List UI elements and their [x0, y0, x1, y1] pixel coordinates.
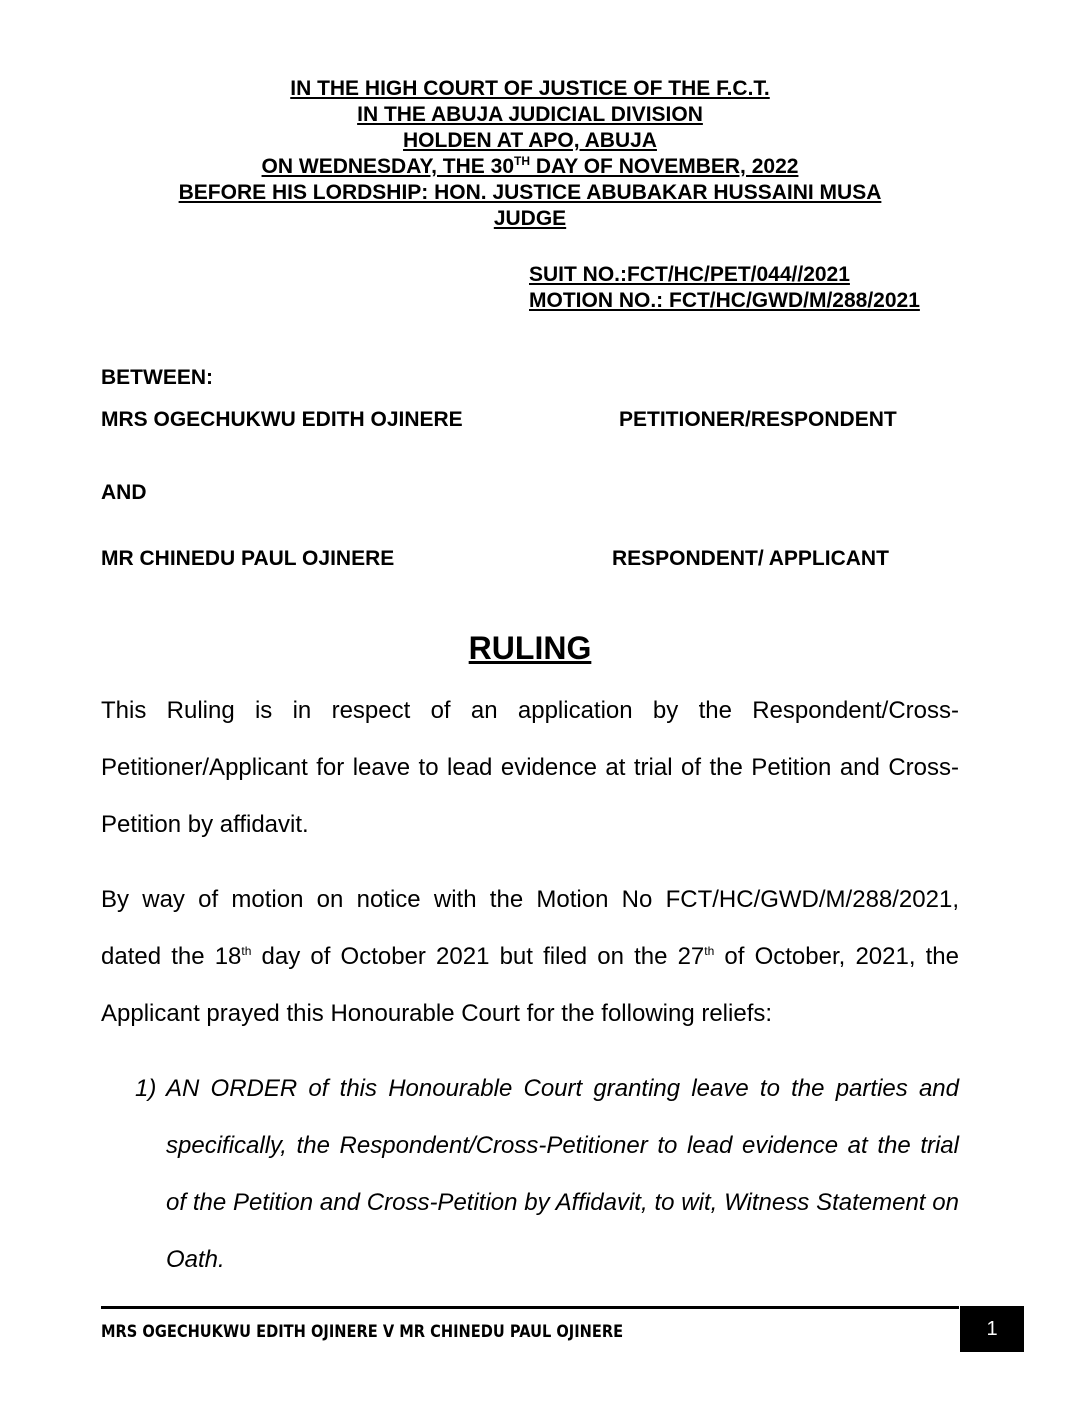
ordinal-suffix: th	[704, 944, 715, 958]
list-item-text: AN ORDER of this Honourable Court granting leave to the parties and specifically, the Respondent/Cross-Petitioner to lead evidence at the trial of the Petition and Cross-Petition by Affidavit, to wit, Witness Statement on Oath.	[166, 1075, 959, 1273]
suit-number: SUIT NO.:FCT/HC/PET/044//2021	[529, 263, 850, 286]
header-line-judge: JUDGE	[493, 207, 567, 230]
paragraph-intro: This Ruling is in respect of an application by the Respondent/Cross-Petitioner/Applicant for leave to lead evidence at trial of the Petition and Cross-Petition by affidavit.	[101, 697, 959, 838]
ruling-title: RULING	[468, 630, 592, 666]
paragraph-motion	[101, 871, 959, 1042]
and-label: AND	[101, 481, 147, 504]
date-ordinal: TH	[514, 154, 530, 168]
header-line-lordship: BEFORE HIS LORDSHIP: HON. JUSTICE ABUBAKAR HUSSAINI MUSA	[178, 181, 882, 204]
court-header	[0, 76, 1060, 232]
list-item-number: 1)	[135, 1075, 157, 1102]
motion-number: MOTION NO.: FCT/HC/GWD/M/288/2021	[529, 289, 920, 312]
footer-case-title: MRS OGECHUKWU EDITH OJINERE V MR CHINEDU PAUL OJINERE	[101, 1322, 624, 1342]
paragraph-motion-text: of October, 2021, the Applicant prayed this Honourable Court for the following reliefs:	[101, 943, 960, 1027]
footer-divider	[101, 1306, 959, 1309]
ordinal-suffix: th	[241, 944, 252, 958]
header-line-holden: HOLDEN AT APO, ABUJA	[403, 129, 657, 152]
paragraph-motion-text: By way of motion on notice with the Motion No FCT/HC/GWD/M/288/2021, dated the 18	[101, 886, 959, 970]
respondent-name: MR CHINEDU PAUL OJINERE	[101, 547, 395, 570]
date-text-rest: DAY OF NOVEMBER, 2022	[530, 155, 799, 178]
header-line-date	[0, 154, 1060, 180]
petitioner-name: MRS OGECHUKWU EDITH OJINERE	[101, 408, 463, 431]
petitioner-role: PETITIONER/RESPONDENT	[619, 408, 897, 431]
suit-numbers	[529, 262, 920, 314]
paragraph-motion-text: day of October 2021 but filed on the 27	[251, 943, 705, 970]
date-text: ON WEDNESDAY, THE 30	[261, 155, 514, 178]
between-label: BETWEEN:	[101, 366, 213, 389]
list-item	[101, 1060, 959, 1288]
respondent-role: RESPONDENT/ APPLICANT	[612, 547, 889, 570]
header-line-court: IN THE HIGH COURT OF JUSTICE OF THE F.C.T.	[290, 77, 770, 100]
reliefs-list	[101, 1060, 959, 1288]
page-number: 1	[960, 1306, 1024, 1352]
header-line-division: IN THE ABUJA JUDICIAL DIVISION	[357, 103, 703, 126]
